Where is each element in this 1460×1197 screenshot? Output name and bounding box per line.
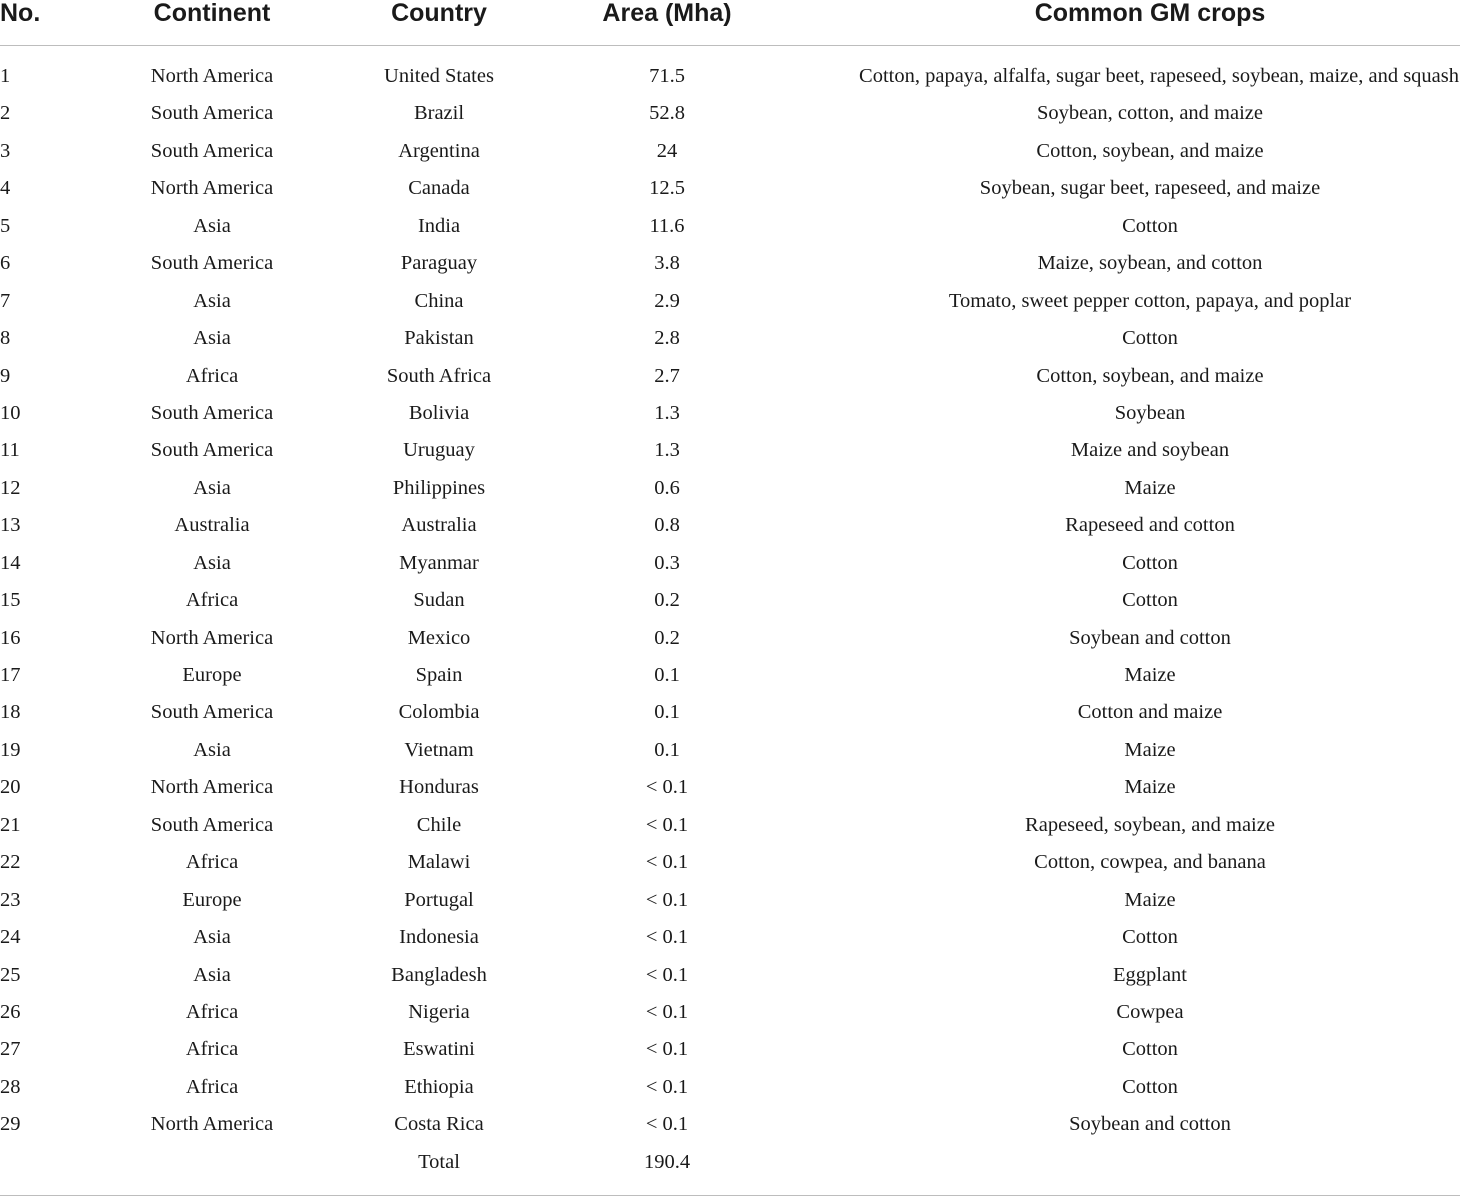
- table-row: [0, 1106, 1460, 1143]
- cell-crops: Soybean and cotton: [1069, 626, 1231, 649]
- cell-continent: South America: [150, 439, 274, 462]
- cell-country: Australia: [401, 514, 477, 537]
- cell-country: United States: [384, 65, 494, 87]
- cell-crops: Cotton, papaya, alfalfa, sugar beet, rapeseed, soybean, maize, and squash: [859, 65, 1459, 87]
- cell-country: Ethiopia: [404, 1075, 474, 1098]
- table-row: [0, 245, 1460, 282]
- table-row: [0, 844, 1460, 881]
- cell-no: 4: [0, 177, 11, 200]
- cell-crops: Rapeseed, soybean, and maize: [1025, 813, 1275, 836]
- cell-no: 16: [0, 626, 21, 649]
- cell-continent: South America: [150, 252, 274, 275]
- cell-crops: Cotton: [1122, 551, 1178, 574]
- cell-crops: Cotton, soybean, and maize: [1036, 139, 1264, 162]
- cell-continent: North America: [150, 626, 274, 649]
- cell-continent: Asia: [193, 289, 231, 312]
- table-row: [0, 957, 1460, 994]
- cell-no: 25: [0, 963, 21, 986]
- cell-no: 29: [0, 1113, 21, 1136]
- cell-area: < 0.1: [645, 1075, 689, 1098]
- table-row: [0, 769, 1460, 806]
- cell-continent: Australia: [174, 514, 250, 537]
- cell-no: 6: [0, 252, 11, 275]
- cell-no: 22: [0, 851, 21, 874]
- cell-country: Malawi: [407, 851, 471, 874]
- cell-crops: Cotton: [1122, 589, 1178, 612]
- cell-crops: Cotton: [1122, 1038, 1178, 1061]
- cell-area: 1.3: [654, 401, 680, 424]
- table-row: [0, 807, 1460, 844]
- cell-crops: Maize: [1124, 776, 1176, 799]
- cell-crops: Cotton, soybean, and maize: [1036, 364, 1264, 387]
- cell-no: 17: [0, 664, 21, 686]
- table-row: [0, 283, 1460, 320]
- cell-area: < 0.1: [645, 851, 689, 874]
- cell-crops: Eggplant: [1112, 963, 1188, 986]
- table-row: [0, 95, 1460, 132]
- cell-area: 12.5: [649, 177, 685, 200]
- cell-country: Bolivia: [408, 401, 470, 424]
- cell-country: South Africa: [386, 364, 492, 387]
- cell-no: 23: [0, 888, 21, 911]
- cell-continent: South America: [150, 701, 274, 724]
- table-row: [0, 507, 1460, 544]
- cell-continent: North America: [150, 776, 274, 799]
- cell-no: 13: [0, 514, 21, 537]
- cell-area: 11.6: [649, 214, 685, 237]
- cell-no: 27: [0, 1038, 21, 1061]
- cell-crops: Soybean, sugar beet, rapeseed, and maize: [979, 177, 1321, 200]
- cell-continent: North America: [150, 1113, 274, 1136]
- cell-country: Brazil: [413, 102, 465, 125]
- cell-country: Eswatini: [403, 1038, 475, 1061]
- cell-country: Mexico: [407, 626, 471, 649]
- header-continent: Continent: [153, 0, 271, 27]
- cell-no: 10: [0, 401, 21, 424]
- cell-country: Philippines: [392, 476, 486, 499]
- cell-country: India: [417, 214, 461, 237]
- cell-no: 14: [0, 551, 21, 574]
- table-row: [0, 208, 1460, 245]
- table-row: [0, 470, 1460, 507]
- cell-country: Sudan: [413, 589, 465, 612]
- cell-crops: Soybean: [1114, 401, 1186, 424]
- cell-no: 12: [0, 476, 21, 499]
- cell-country: Vietnam: [404, 738, 474, 761]
- cell-area: 1.3: [654, 439, 680, 462]
- cell-no: 20: [0, 776, 21, 799]
- cell-continent: South America: [150, 139, 274, 162]
- cell-continent: North America: [150, 65, 274, 87]
- cell-country: China: [414, 289, 464, 312]
- cell-continent: Asia: [193, 926, 231, 949]
- cell-no: 2: [0, 102, 11, 125]
- table-row: [0, 395, 1460, 432]
- table-row: [0, 994, 1460, 1031]
- cell-continent: Africa: [185, 589, 239, 612]
- cell-country: Chile: [416, 813, 462, 836]
- cell-no: 7: [0, 289, 11, 312]
- cell-continent: Asia: [193, 738, 231, 761]
- cell-country: Pakistan: [404, 327, 474, 350]
- cell-no: 11: [0, 439, 20, 462]
- cell-no: 8: [0, 327, 11, 350]
- cell-area: 0.1: [654, 701, 680, 724]
- cell-country: Argentina: [398, 139, 480, 162]
- table-row: [0, 432, 1460, 469]
- table-body: [0, 58, 1460, 1181]
- cell-no: 18: [0, 701, 21, 724]
- cell-crops: Cotton: [1122, 926, 1178, 949]
- cell-no: 24: [0, 926, 21, 949]
- cell-no: 28: [0, 1075, 21, 1098]
- table-row: [0, 732, 1460, 769]
- cell-area: 2.7: [654, 364, 680, 387]
- cell-country: Spain: [415, 664, 463, 686]
- header-no: No.: [0, 0, 41, 27]
- cell-continent: Africa: [185, 851, 239, 874]
- total-row: [0, 1144, 1460, 1181]
- cell-continent: Asia: [193, 551, 231, 574]
- cell-no: 1: [0, 65, 11, 87]
- cell-continent: Africa: [185, 364, 239, 387]
- cell-country: Myanmar: [399, 551, 479, 574]
- cell-continent: Asia: [193, 476, 231, 499]
- cell-crops: Maize: [1124, 738, 1176, 761]
- cell-country: Nigeria: [408, 1000, 470, 1023]
- cell-area: < 0.1: [645, 1038, 689, 1061]
- cell-crops: Cotton: [1122, 214, 1178, 237]
- cell-crops: Maize: [1124, 664, 1176, 686]
- table-row: [0, 58, 1460, 95]
- cell-area: 71.5: [649, 65, 685, 87]
- cell-no: 5: [0, 214, 11, 237]
- cell-crops: Soybean, cotton, and maize: [1036, 102, 1264, 125]
- cell-crops: Tomato, sweet pepper cotton, papaya, and poplar: [948, 289, 1352, 312]
- cell-continent: South America: [150, 813, 274, 836]
- cell-area: 0.2: [654, 589, 680, 612]
- cell-area: 2.9: [654, 289, 680, 312]
- cell-country: Portugal: [404, 888, 474, 911]
- cell-area: 0.3: [654, 551, 680, 574]
- cell-crops: Maize: [1124, 476, 1176, 499]
- table-row: [0, 320, 1460, 357]
- total-area: 190.4: [643, 1150, 691, 1173]
- cell-area: 2.8: [654, 327, 680, 350]
- table-row: [0, 882, 1460, 919]
- cell-area: 52.8: [649, 102, 685, 125]
- header-crops: Common GM crops: [1034, 0, 1266, 27]
- cell-continent: Europe: [182, 888, 242, 911]
- cell-crops: Rapeseed and cotton: [1065, 514, 1235, 537]
- cell-continent: Africa: [185, 1075, 239, 1098]
- table-row: [0, 694, 1460, 731]
- cell-continent: South America: [150, 401, 274, 424]
- table-row: [0, 170, 1460, 207]
- header-country: Country: [391, 0, 487, 27]
- cell-continent: Asia: [193, 963, 231, 986]
- cell-country: Honduras: [399, 776, 479, 799]
- cell-country: Colombia: [398, 701, 480, 724]
- cell-continent: Europe: [182, 664, 242, 686]
- table-row: [0, 582, 1460, 619]
- cell-area: 0.1: [654, 738, 680, 761]
- cell-no: 21: [0, 813, 21, 836]
- table-row: [0, 657, 1460, 694]
- cell-no: 9: [0, 364, 11, 387]
- cell-area: 0.2: [654, 626, 680, 649]
- cell-no: 3: [0, 139, 11, 162]
- cell-country: Indonesia: [399, 926, 479, 949]
- table-row: [0, 620, 1460, 657]
- cell-country: Canada: [408, 177, 470, 200]
- cell-continent: South America: [150, 102, 274, 125]
- table-row: [0, 133, 1460, 170]
- cell-crops: Maize and soybean: [1070, 439, 1230, 462]
- cell-no: 15: [0, 589, 21, 612]
- cell-area: 0.1: [654, 664, 680, 686]
- header-divider: [0, 45, 1460, 46]
- cell-crops: Cotton and maize: [1077, 701, 1223, 724]
- table-header: [0, 0, 1460, 26]
- cell-area: 24: [656, 139, 678, 162]
- cell-no: 26: [0, 1000, 21, 1023]
- cell-area: 0.8: [654, 514, 680, 537]
- cell-country: Paraguay: [400, 252, 478, 275]
- cell-country: Bangladesh: [391, 963, 487, 986]
- cell-crops: Cowpea: [1116, 1000, 1184, 1023]
- cell-area: < 0.1: [645, 963, 689, 986]
- cell-area: < 0.1: [645, 888, 689, 911]
- cell-area: < 0.1: [645, 1000, 689, 1023]
- cell-country: Costa Rica: [394, 1113, 484, 1136]
- cell-country: Uruguay: [403, 439, 475, 462]
- cell-area: 3.8: [654, 252, 680, 275]
- cell-area: 0.6: [654, 476, 680, 499]
- cell-area: < 0.1: [645, 926, 689, 949]
- cell-continent: Asia: [193, 327, 231, 350]
- table-row: [0, 358, 1460, 395]
- cell-continent: Africa: [185, 1000, 239, 1023]
- cell-crops: Maize, soybean, and cotton: [1037, 252, 1263, 275]
- cell-no: 19: [0, 738, 21, 761]
- cell-continent: North America: [150, 177, 274, 200]
- table-row: [0, 545, 1460, 582]
- cell-crops: Soybean and cotton: [1069, 1113, 1231, 1136]
- cell-continent: Asia: [193, 214, 231, 237]
- cell-area: < 0.1: [645, 813, 689, 836]
- table-bottom-rule: [0, 1195, 1460, 1196]
- cell-crops: Maize: [1124, 888, 1176, 911]
- table-row: [0, 919, 1460, 956]
- cell-area: < 0.1: [645, 1113, 689, 1136]
- table-row: [0, 1069, 1460, 1106]
- cell-crops: Cotton: [1122, 327, 1178, 350]
- cell-area: < 0.1: [645, 776, 689, 799]
- header-area: Area (Mha): [602, 0, 732, 27]
- total-label: Total: [418, 1150, 460, 1173]
- cell-crops: Cotton, cowpea, and banana: [1034, 851, 1266, 874]
- table-row: [0, 1031, 1460, 1068]
- cell-continent: Africa: [185, 1038, 239, 1061]
- cell-crops: Cotton: [1122, 1075, 1178, 1098]
